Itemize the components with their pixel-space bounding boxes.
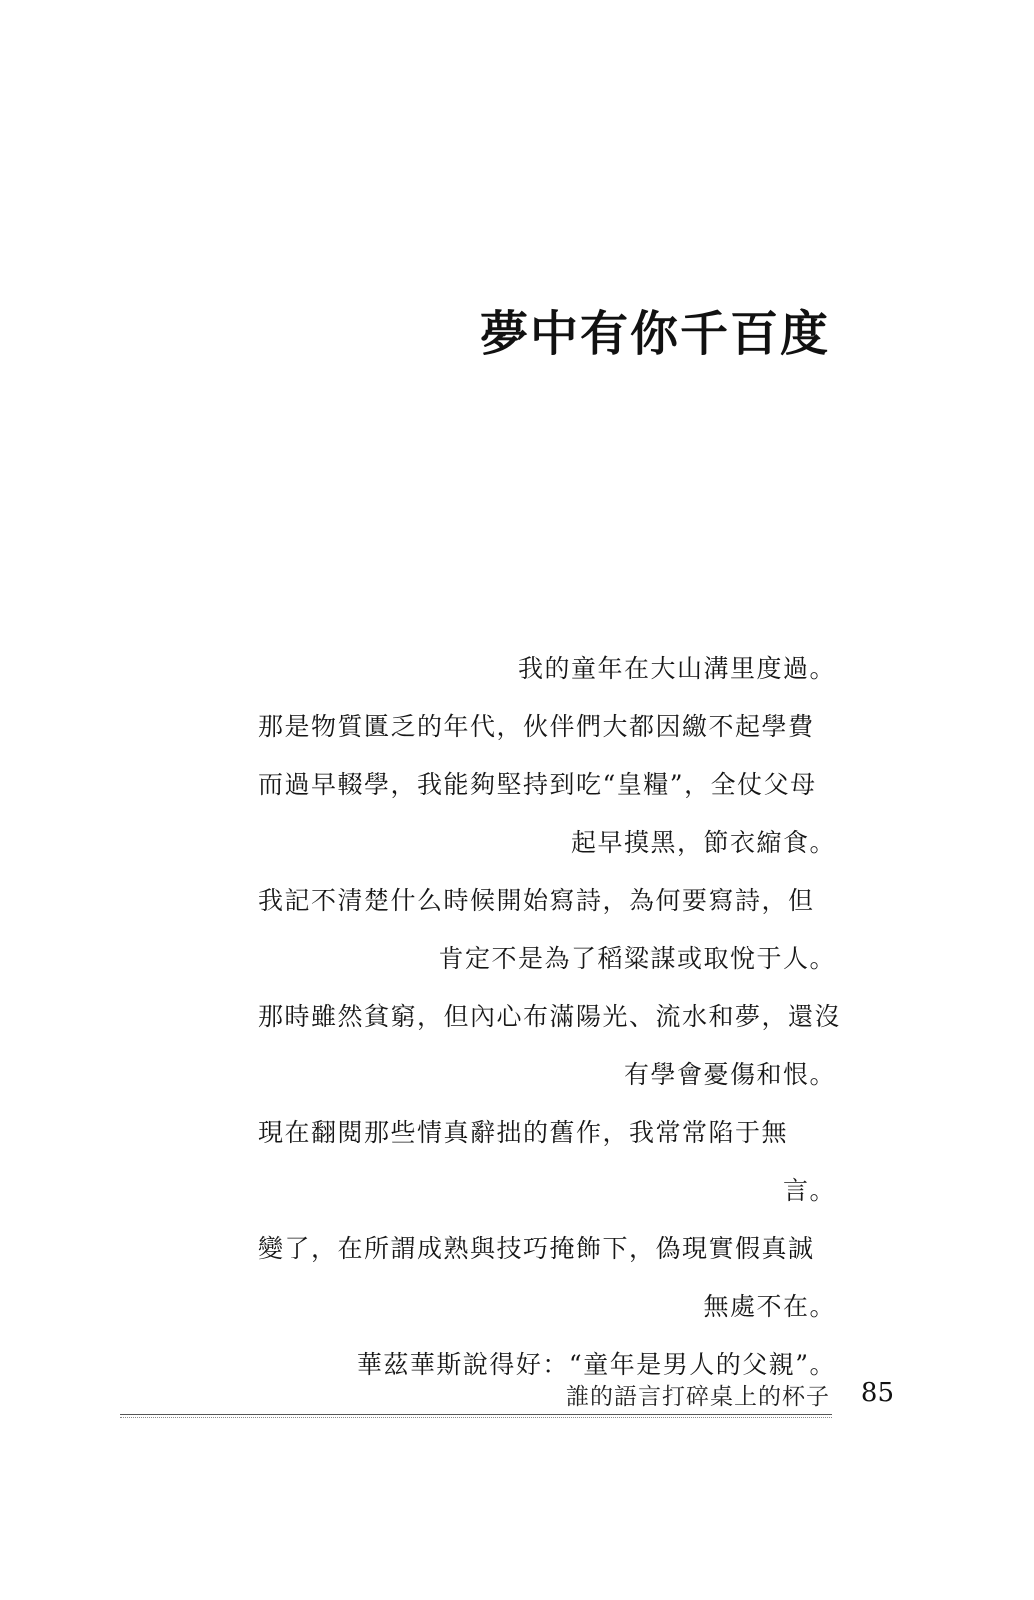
poem-line: 言。 [782,1176,836,1205]
page-number: 85 [860,1378,894,1408]
poem-line: 那是物質匱乏的年代，伙伴們大都因繳不起學費 [258,712,815,741]
poem-line: 而過早輟學，我能夠堅持到吃“皇糧”，全仗父母 [258,770,817,799]
footer-rule-dotted [120,1417,832,1418]
running-footer-book-title: 誰的語言打碎桌上的杯子 [566,1384,830,1410]
poem-line: 有學會憂傷和恨。 [623,1060,836,1089]
poem-line: 我的童年在大山溝里度過。 [517,654,836,683]
poem-line: 我記不清楚什么時候開始寫詩，為何要寫詩，但 [258,886,815,915]
poem-line: 現在翻閱那些情真辭拙的舊作，我常常陷于無 [258,1118,789,1147]
footer-rule [120,1414,832,1415]
poem-line: 起早摸黑，節衣縮食。 [570,828,836,857]
poem-line: 無處不在。 [703,1292,836,1321]
poem-title: 夢中有你千百度 [479,306,830,362]
poem-line: 華茲華斯說得好：“童年是男人的父親”。 [356,1350,836,1379]
page-footer [120,1378,894,1422]
poem-line: 那時雖然貧窮，但內心布滿陽光、流水和夢，還沒 [258,1002,842,1031]
poem-body [258,640,842,1394]
poem-line: 變了，在所謂成熟與技巧掩飾下，偽現實假真誠 [258,1234,815,1263]
poem-line: 肯定不是為了稻粱謀或取悅于人。 [438,944,836,973]
